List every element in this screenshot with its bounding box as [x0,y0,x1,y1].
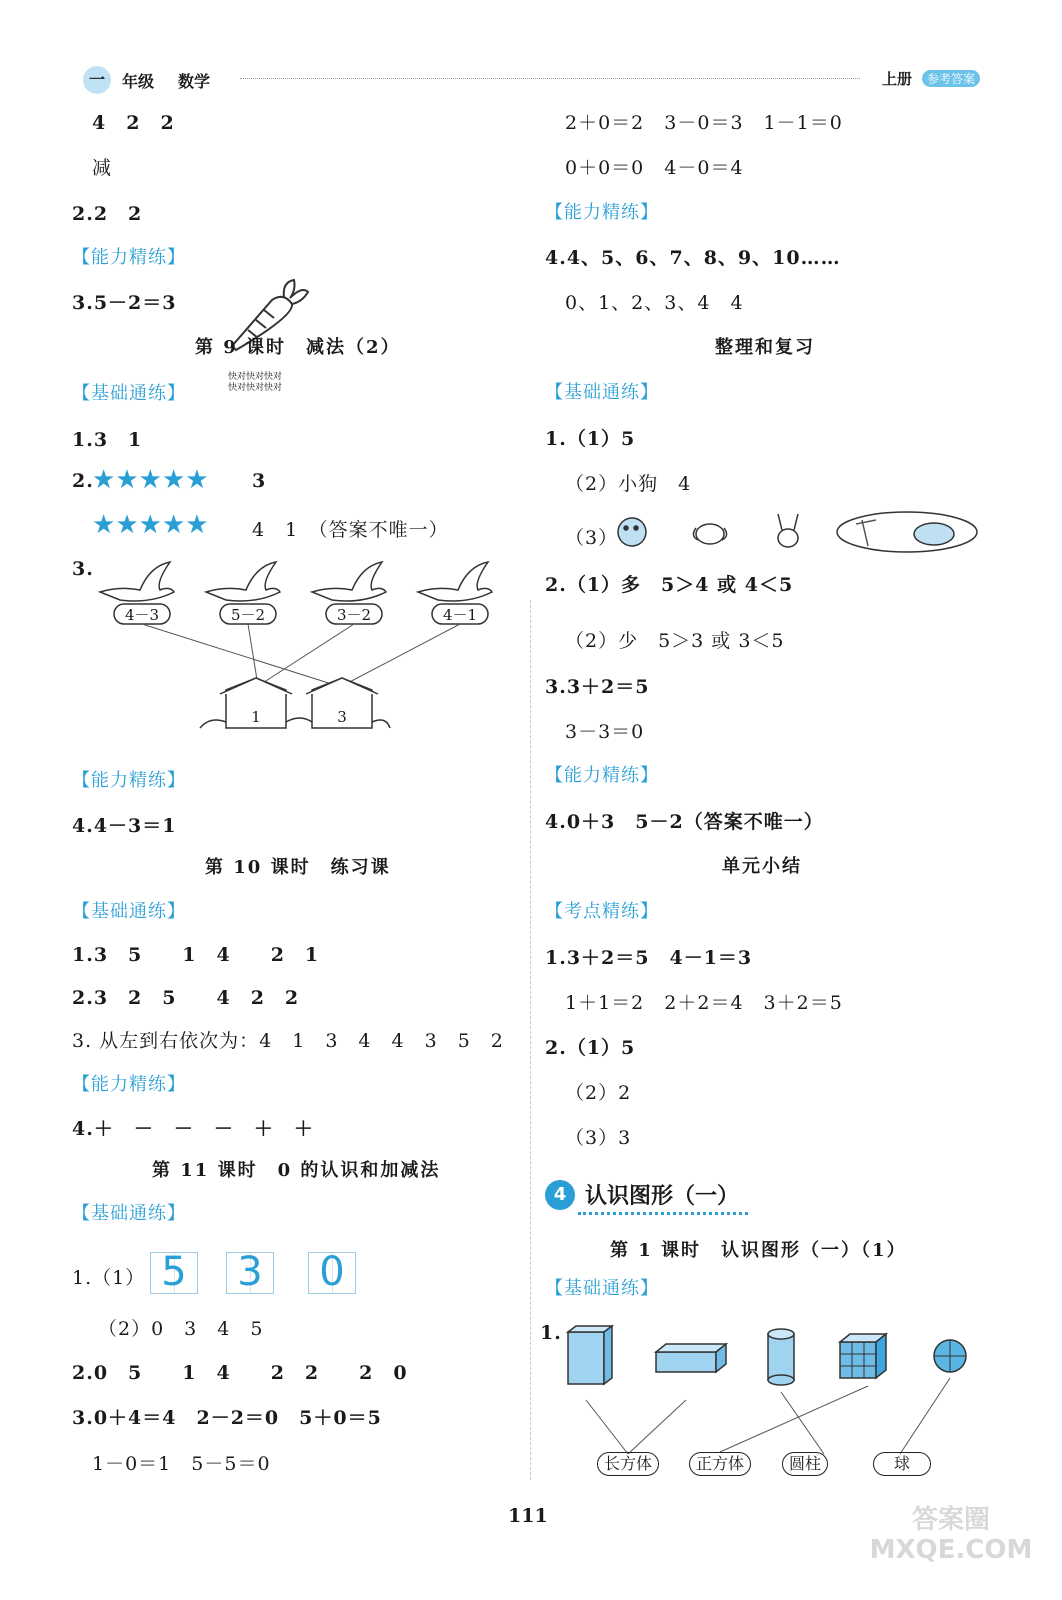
star-icon: ★ [92,465,116,495]
header-rule [240,78,860,79]
cube-icon [840,1334,886,1378]
bird-label-2: 5－2 [230,606,266,624]
house-icon [200,678,390,728]
right-line-3: 4.4、5、6、7、8、9、10…… [545,247,841,269]
stars-row-2 [92,512,209,538]
star-icon: ★ [161,465,186,495]
star-icon: ★ [161,510,186,540]
subject-text: 数学 [178,72,211,91]
shape-label-sphere: 球 [873,1452,931,1476]
left-l9-1: 1.3 1 [72,429,143,451]
review-title: 整理和复习 [715,337,815,358]
right-rv3: 3.3＋2＝5 [545,676,650,698]
left-l9-2-num: 3 [252,470,267,492]
star-icon: ★ [92,510,116,540]
house-label-2: 3 [337,708,347,726]
column-divider [530,600,531,1480]
left-l11-3: 3.0＋4＝4 2－2＝0 5＋0＝5 [72,1407,382,1429]
tag-ability: 【能力精练】 [72,247,186,268]
tag-basic-r1: 【基础通练】 [545,382,659,403]
tag-ability-r1: 【能力精练】 [545,202,659,223]
chapter-dots [578,1212,748,1215]
right-rv2b: （2）少 5＞3 或 3＜5 [565,630,785,652]
left-l11-1: 1.（1） [72,1267,146,1289]
digit-2: 3 [237,1249,263,1295]
left-line-1: 4 2 2 [92,112,175,134]
tag-ability-3: 【能力精练】 [72,1074,186,1095]
left-line-2: 减 [92,157,113,179]
bird-label-4: 4－1 [442,606,478,624]
digit-1: 5 [161,1249,187,1295]
tag-ability-2: 【能力精练】 [72,770,186,791]
grade-text: 年级 [122,72,155,91]
page-number: 111 [508,1505,548,1527]
house-label-1: 1 [251,708,261,726]
star-icon: ★ [115,465,139,495]
cuboid-flat-icon [656,1344,726,1372]
digit-box-3 [308,1249,356,1295]
right-rv3b: 3－3＝0 [565,721,645,743]
stamp-text: 快对快对快对 快对快对快对 [228,372,283,393]
tag-basic-2: 【基础通练】 [72,901,186,922]
left-l10-2: 2.3 2 5 4 2 2 [72,987,300,1009]
left-l11-1b: （2）0 3 4 5 [98,1318,264,1340]
star-icon: ★ [185,510,209,540]
rabbit-icon [778,514,798,547]
digit-box-2 [226,1249,274,1295]
dog-icon [693,524,726,544]
chapter-number-badge: 4 [545,1180,575,1210]
watermark-logo: 答案圈 MXQE.COM [869,1505,1033,1565]
lesson-9-title: 第 9 课时 减法（2） [195,337,401,358]
animals-row [612,506,982,556]
right-line-1: 2＋0＝2 3－0＝3 1－1＝0 [565,112,843,134]
lesson-11-title: 第 11 课时 0 的认识和加减法 [152,1160,441,1181]
volume-text: 上册 [882,70,913,88]
right-us1b: 1＋1＝2 2＋2＝4 3＋2＝5 [565,992,843,1014]
left-l9-2b: 4 1 （答案不唯一） [252,519,449,541]
right-line-2: 0＋0＝0 4－0＝4 [565,157,744,179]
bird-icon [100,562,492,601]
left-l9-4: 4.4－3＝1 [72,815,177,837]
right-us2: 2.（1）5 [545,1037,636,1059]
star-icon: ★ [138,465,162,495]
face-icon [618,518,646,546]
tag-basic-r2: 【基础通练】 [545,1278,659,1299]
cylinder-icon [768,1329,794,1385]
header [80,66,990,96]
star-icon: ★ [138,510,162,540]
right-rv4: 4.0＋3 5－2（答案不唯一） [545,811,824,833]
digit-3: 0 [319,1249,345,1295]
left-l10-3: 3. 从左到右依次为：4 1 3 4 4 3 5 2 [72,1030,504,1052]
left-l11-2: 2.0 5 1 4 2 2 2 0 [72,1362,408,1384]
tag-basic-3: 【基础通练】 [72,1203,186,1224]
animal-group-oval [837,512,977,552]
stars-row-1 [92,467,209,493]
right-sh1: 1. [540,1322,562,1344]
birds-houses-diagram [90,556,500,740]
right-rv1b: （2）小狗 4 [565,473,692,495]
shape-label-cylinder: 圆柱 [782,1452,828,1476]
left-l10-1: 1.3 5 1 4 2 1 [72,944,320,966]
lesson-1-title: 第 1 课时 认识图形（一）（1） [610,1240,907,1261]
right-rv2: 2.（1）多 5＞4 或 4＜5 [545,574,794,596]
right-us2b: （2）2 [565,1082,632,1104]
star-icon: ★ [115,510,139,540]
cuboid-tall-icon [568,1326,612,1384]
tag-exam: 【考点精练】 [545,901,659,922]
right-rv1c: （3） [565,527,619,549]
tag-basic: 【基础通练】 [72,383,186,404]
right-us2c: （3）3 [565,1127,632,1149]
answer-tag: 参考答案 [922,70,980,87]
left-l10-4: 4.＋ － － － ＋ ＋ [72,1118,314,1140]
left-line-4: 3.5－2＝3 [72,292,177,314]
right-rv1: 1.（1）5 [545,428,636,450]
grade-badge: 一 [83,66,111,94]
ball-icon [934,1340,966,1372]
left-l9-3: 3. [72,558,94,580]
right-us1: 1.3＋2＝5 4－1＝3 [545,947,753,969]
left-l9-2-prefix: 2. [72,470,94,492]
shape-label-cube: 正方体 [689,1452,751,1476]
chapter-title: 认识图形（一） [585,1184,740,1209]
left-l11-3b: 1－0＝1 5－5＝0 [92,1453,271,1475]
tag-ability-r2: 【能力精练】 [545,765,659,786]
left-line-3: 2.2 2 [72,203,143,225]
bird-label-1: 4－3 [124,606,160,624]
lesson-10-title: 第 10 课时 练习课 [205,857,391,878]
right-line-4: 0、1、2、3、4 4 [565,292,744,314]
digit-box-1 [150,1249,198,1295]
unit-summary-title: 单元小结 [722,856,802,877]
bird-label-3: 3－2 [336,606,372,624]
shape-label-cuboid: 长方体 [597,1452,659,1476]
star-icon: ★ [185,465,209,495]
